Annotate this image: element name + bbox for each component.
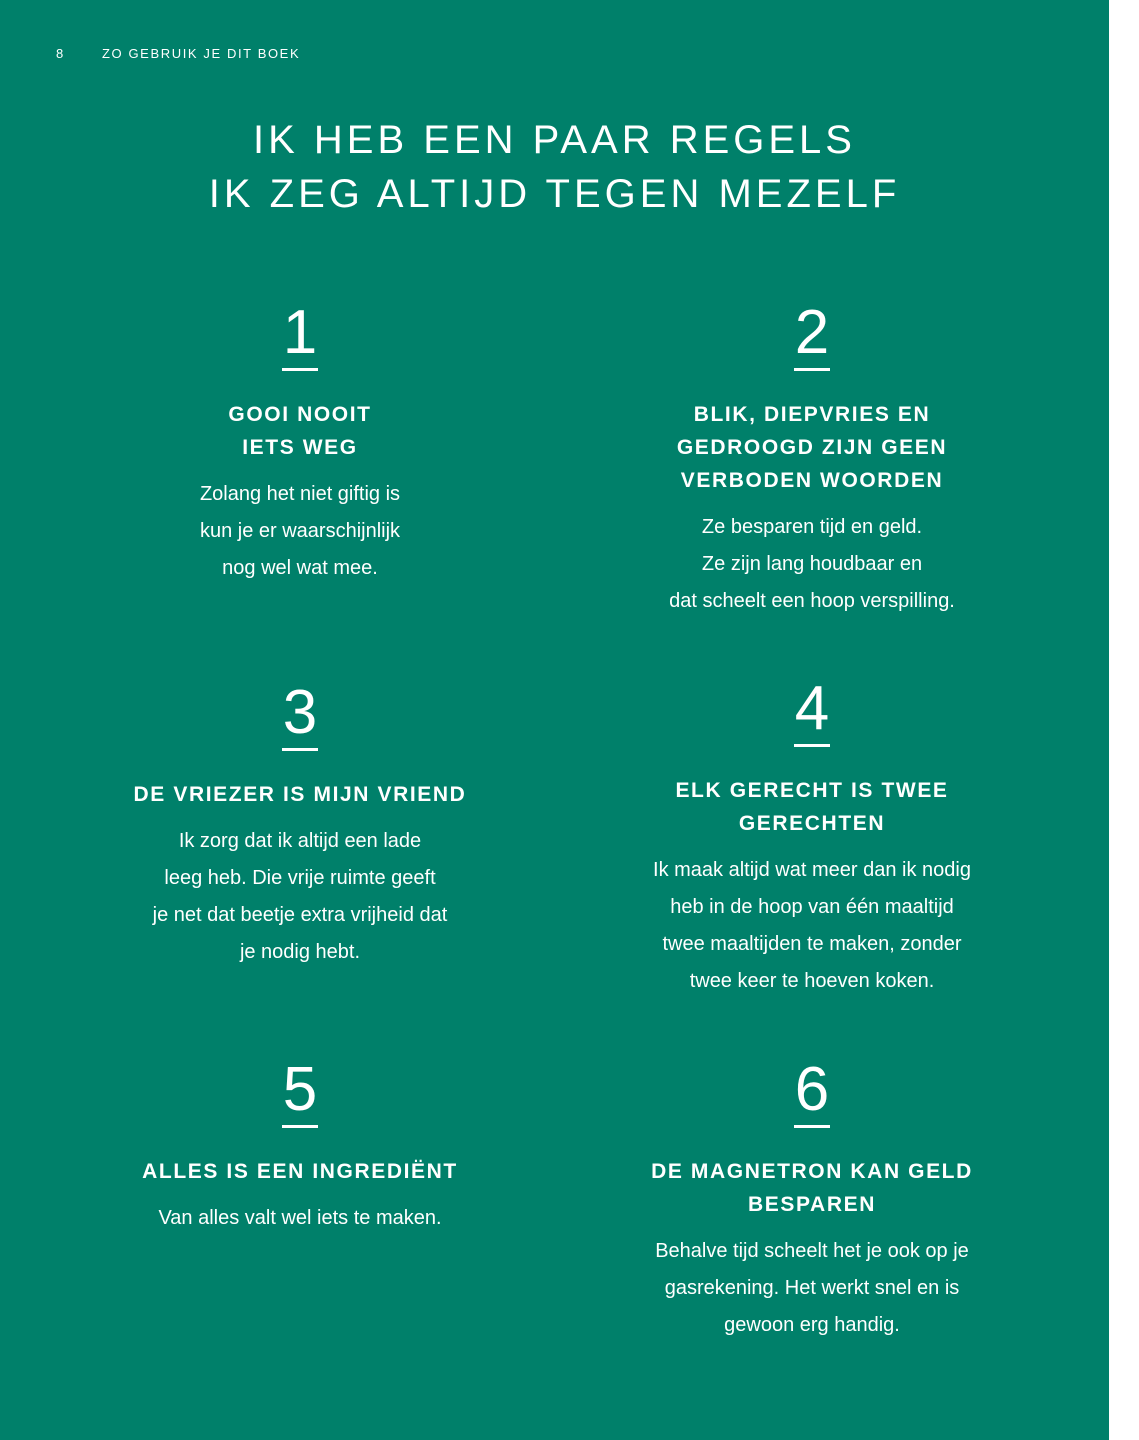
rule-body-line: Ze besparen tijd en geld.	[701, 516, 923, 538]
page-number: 8	[56, 46, 65, 61]
rule-heading	[572, 774, 1052, 840]
section-title: ZO GEBRUIK JE DIT BOEK	[102, 46, 301, 61]
page-title	[0, 113, 1109, 221]
rule-number: 3	[282, 678, 318, 747]
rule-heading-line: ELK GERECHT IS TWEE	[675, 779, 949, 802]
rule-1	[60, 298, 540, 587]
rule-body	[60, 823, 540, 971]
rule-number: 5	[282, 1055, 318, 1124]
rule-body-line: Behalve tijd scheelt het je ook op je	[655, 1240, 969, 1262]
page-edge	[1109, 0, 1139, 1440]
rule-body-line: je net dat beetje extra vrijheid dat	[152, 904, 448, 926]
page-title-line-2: IK ZEG ALTIJD TEGEN MEZELF	[208, 172, 901, 216]
page-title-line-1: IK HEB EEN PAAR REGELS	[253, 118, 856, 162]
rule-body	[572, 852, 1052, 1000]
rule-heading-line: ALLES IS EEN INGREDIËNT	[142, 1160, 458, 1183]
rule-number: 6	[794, 1055, 830, 1124]
rule-body-line: gewoon erg handig.	[724, 1314, 900, 1336]
rule-heading-line: GERECHTEN	[738, 812, 886, 835]
rule-number: 1	[282, 298, 318, 367]
rule-body-line: je nodig hebt.	[239, 941, 361, 963]
rule-body-line: twee keer te hoeven koken.	[689, 970, 935, 992]
rule-heading-line: BLIK, DIEPVRIES EN	[693, 403, 931, 426]
rule-4	[572, 674, 1052, 1000]
number-underline	[282, 1125, 318, 1128]
rule-body-line: leeg heb. Die vrije ruimte geeft	[164, 867, 436, 889]
number-underline	[282, 368, 318, 371]
rule-body-line: heb in de hoop van één maaltijd	[670, 896, 954, 918]
rule-body	[572, 509, 1052, 620]
rule-body-line: Ik zorg dat ik altijd een lade	[178, 830, 422, 852]
rule-body-line: Ze zijn lang houdbaar en	[701, 553, 923, 575]
rule-heading-line: VERBODEN WOORDEN	[680, 469, 944, 492]
rule-heading-line: BESPAREN	[748, 1193, 876, 1216]
rule-body-line: Ik maak altijd wat meer dan ik nodig	[653, 859, 971, 881]
rule-2	[572, 298, 1052, 620]
number-underline	[794, 1125, 830, 1128]
number-underline	[794, 368, 830, 371]
rule-heading-line: GEDROOGD ZIJN GEEN	[676, 436, 948, 459]
rule-heading-line: DE MAGNETRON KAN GELD	[651, 1160, 973, 1183]
rule-body-line: nog wel wat mee.	[222, 557, 378, 579]
rule-body-line: dat scheelt een hoop verspilling.	[669, 590, 955, 612]
rule-heading	[60, 398, 540, 464]
rule-3	[60, 678, 540, 971]
rule-heading-line: DE VRIEZER IS MIJN VRIEND	[133, 783, 467, 806]
rule-5	[60, 1055, 540, 1237]
rule-body-line: Van alles valt wel iets te maken.	[158, 1207, 442, 1229]
number-underline	[794, 744, 830, 747]
rule-number: 2	[794, 298, 830, 367]
rule-body	[572, 1233, 1052, 1344]
rule-body	[60, 476, 540, 587]
rule-heading-line: GOOI NOOIT	[228, 403, 372, 426]
rule-body-line: twee maaltijden te maken, zonder	[662, 933, 962, 955]
number-underline	[282, 748, 318, 751]
rule-heading-line: IETS WEG	[242, 436, 358, 459]
rule-body-line: Zolang het niet giftig is	[199, 483, 401, 505]
rule-heading	[60, 1155, 540, 1188]
rule-number: 4	[794, 674, 830, 743]
rule-body	[60, 1200, 540, 1237]
rule-heading	[572, 1155, 1052, 1221]
rule-heading	[60, 778, 540, 811]
rule-body-line: kun je er waarschijnlijk	[199, 520, 401, 542]
rule-body-line: gasrekening. Het werkt snel en is	[664, 1277, 960, 1299]
rule-6	[572, 1055, 1052, 1344]
rule-heading	[572, 398, 1052, 497]
running-head	[56, 46, 300, 61]
